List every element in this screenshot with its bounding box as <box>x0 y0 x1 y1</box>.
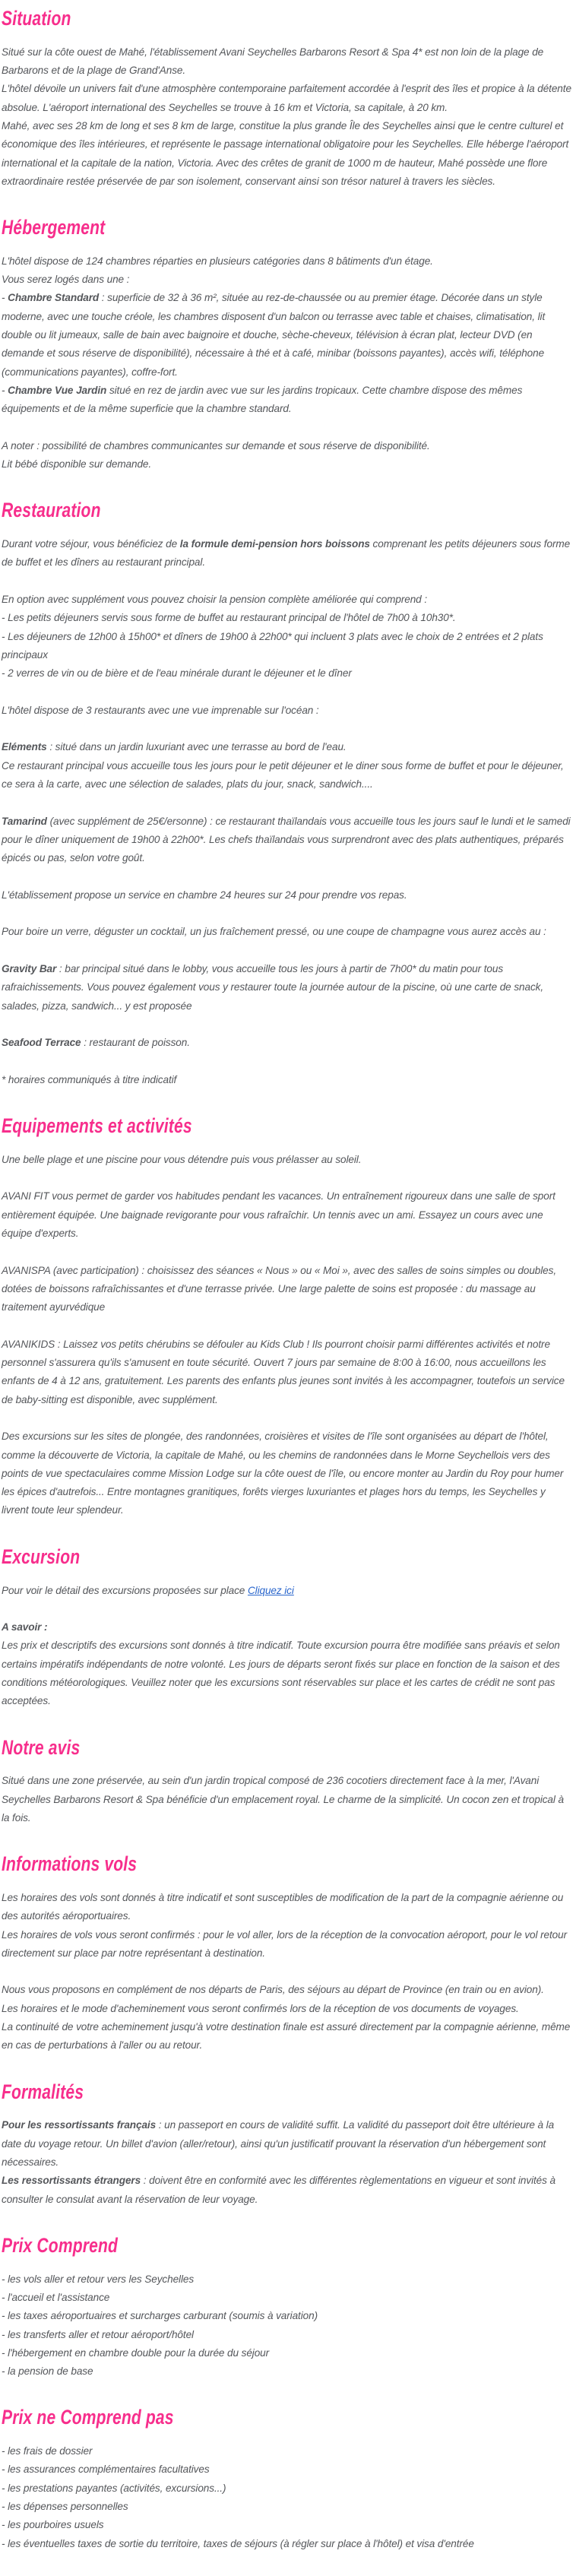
paragraph-spacer <box>2 942 574 960</box>
paragraph-spacer <box>2 1053 574 1071</box>
section-hebergement <box>2 215 574 474</box>
paragraph-spacer <box>2 794 574 812</box>
text: - l'accueil et l'assistance <box>2 2291 110 2303</box>
section-situation <box>2 6 574 191</box>
paragraph <box>2 960 574 1016</box>
section-prix-comprend <box>2 2233 574 2381</box>
section-formalites <box>2 2080 574 2209</box>
bold-text: Gravity Bar <box>2 963 57 975</box>
paragraph <box>2 43 574 81</box>
text: - <box>2 292 8 304</box>
paragraph-spacer <box>2 1963 574 1981</box>
bold-text: A savoir : <box>2 1621 48 1633</box>
text: AVANI FIT vous permet de garder vos habitudes pendant les vacances. Un entraînement rigoureux dans une salle de sport entièrement équipée. Une baignade revigorante pour vous rafraîchir. Un tennis avec un ami. Essayez un cours avec une équipe d'experts. <box>2 1190 555 1240</box>
text: Les horaires et le mode d'acheminement vous seront confirmés lors de la réception de vos documents de voyages. <box>2 2002 519 2014</box>
text: Une belle plage et une piscine pour vous détendre puis vous prélasser au soleil. <box>2 1153 362 1165</box>
text: - les prestations payantes (activités, excursions...) <box>2 2482 226 2494</box>
paragraph <box>2 271 574 289</box>
text: A noter : possibilité de chambres communicantes sur demande et sous réserve de disponibilité. <box>2 439 430 452</box>
paragraph-spacer <box>2 1317 574 1336</box>
text: : restaurant de poisson. <box>81 1037 190 1049</box>
paragraph <box>2 757 574 794</box>
paragraph-spacer <box>2 1243 574 1261</box>
text: : un passeport en cours de validité suffit. La validité du passeport doit être ultérieure à la date du voyage retour. Un billet d'avion (aller/retour), ainsi qu'un justificatif prouvant la réservation d'un hébergement sont nécessaires. <box>2 2119 555 2169</box>
section-heading-notre-avis: Notre avis <box>2 1735 81 1759</box>
paragraph <box>2 813 574 868</box>
text: : doivent être en conformité avec les différentes règlementations en vigueur et sont invités à consulter le consulat avant la réservation de leur voyage. <box>2 2175 555 2205</box>
text: Situé sur la côte ouest de Mahé, l'établissement Avani Seychelles Barbarons Resort & Spa 4* est non loin de la plage de Barbarons et de la plage de Grand'Anse. <box>2 46 544 77</box>
text: L'hôtel dispose de 124 chambres réparties en plusieurs catégories dans 8 bâtiments d'un étage. <box>2 255 433 267</box>
bold-text: Eléments <box>2 741 47 753</box>
section-heading-prix-ne-comprend-pas: Prix ne Comprend pas <box>2 2406 174 2429</box>
text: L'hôtel dispose de 3 restaurants avec une vue imprenable sur l'océan : <box>2 704 319 716</box>
paragraph <box>2 2307 574 2325</box>
paragraph <box>2 1187 574 1243</box>
text: Les horaires de vols vous seront confirmés : pour le vol aller, lors de la réception de la convocation aéroport, pour le vol retour directement sur place par notre représentant à destination. <box>2 1928 568 1959</box>
section-notre-avis <box>2 1735 574 1828</box>
paragraph-spacer <box>2 1409 574 1427</box>
paragraph <box>2 1981 574 1999</box>
bold-text: Chambre Standard <box>8 292 100 304</box>
paragraph-spacer <box>2 572 574 591</box>
text: - les vols aller et retour vers les Seychelles <box>2 2273 195 2285</box>
paragraph <box>2 2362 574 2381</box>
text: - les frais de dossier <box>2 2445 93 2457</box>
paragraph <box>2 1262 574 1317</box>
text: : superficie de 32 à 36 m², située au rez-de-chaussée ou au premier étage. Décorée dans un style moderne, avec une touche créole, les chambres disposent d'un balcon ou terrasse avec table et chaises, climatisation, lit double ou lit jumeaux, salle de bain avec baignoire et douche, sèche-cheveux, télévision à écran plat, lecteur DVD (en demande et sous réserve de disponibilité), nécessaire à thé et à café, minibar (boissons payantes), accès wifi, téléphone (communications payantes), coffre-fort. <box>2 292 546 378</box>
text: - les taxes aéroportuaires et surcharges carburant (soumis à variation) <box>2 2310 318 2322</box>
section-heading-equipements-et-activites: Equipements et activités <box>2 1114 192 1138</box>
section-heading-restauration: Restauration <box>2 499 101 522</box>
paragraph <box>2 2479 574 2498</box>
text: En option avec supplément vous pouvez choisir la pension complète améliorée qui comprend : <box>2 594 428 606</box>
section-equipements-et-activites <box>2 1114 574 1520</box>
paragraph <box>2 2326 574 2344</box>
paragraph <box>2 289 574 381</box>
bold-text: Chambre Vue Jardin <box>8 384 107 396</box>
paragraph <box>2 2344 574 2362</box>
paragraph-spacer <box>2 419 574 437</box>
paragraph <box>2 1034 574 1052</box>
paragraph <box>2 455 574 474</box>
paragraph <box>2 2116 574 2172</box>
text: - les éventuelles taxes de sortie du territoire, taxes de séjours (à régler sur place à l'hôtel) et visa d'entrée <box>2 2537 474 2549</box>
paragraph <box>2 1889 574 1926</box>
paragraph <box>2 1582 574 1600</box>
section-restauration <box>2 498 574 1089</box>
paragraph <box>2 702 574 720</box>
text: Vous serez logés dans une : <box>2 274 130 286</box>
text: - les pourboires usuels <box>2 2519 104 2531</box>
text: Lit bébé disponible sur demande. <box>2 458 152 471</box>
text: Durant votre séjour, vous bénéficiez de <box>2 538 180 550</box>
text: : bar principal situé dans le lobby, vous accueille tous les jours à partir de 7h00* du matin pour tous rafraichissements. Vous pouvez également vous y restaurer toute la journée autour de la piscine, où une carte de snack, salades, pizza, sandwich... y est proposée <box>2 963 544 1012</box>
text: Pour voir le détail des excursions proposées sur place <box>2 1584 248 1596</box>
paragraph <box>2 1151 574 1169</box>
text: Les prix et descriptifs des excursions sont donnés à titre indicatif. Toute excursion pourra être modifiée sans préavis et selon certains impératifs indépendants de notre volonté. Les jours de départs seront fixés sur place en fonction de la saison et des conditions météorologiques. Veuillez noter que les excursions sont réservables sur place et les cartes de crédit ne sont pas acceptées. <box>2 1640 560 1707</box>
paragraph <box>2 886 574 905</box>
paragraph <box>2 2018 574 2055</box>
section-heading-hebergement: Hébergement <box>2 216 106 239</box>
paragraph <box>2 1772 574 1827</box>
section-heading-excursion: Excursion <box>2 1545 81 1568</box>
text: comprenant les petits déjeuners sous forme de buffet et les dîners au restaurant principal. <box>2 538 571 569</box>
text: - les assurances complémentaires facultatives <box>2 2464 210 2476</box>
paragraph <box>2 2498 574 2516</box>
paragraph <box>2 80 574 117</box>
paragraph <box>2 1336 574 1409</box>
text: : situé dans un jardin luxuriant avec une terrasse au bord de l'eau. <box>46 741 347 753</box>
paragraph <box>2 609 574 627</box>
paragraph <box>2 535 574 572</box>
text: - 2 verres de vin ou de bière et de l'eau minérale durant le déjeuner et le dîner <box>2 667 352 680</box>
text: Pour boire un verre, déguster un cocktail, un jus fraîchement pressé, ou une coupe de champagne vous aurez accès au : <box>2 926 546 938</box>
text: Ce restaurant principal vous accueille tous les jours pour le petit déjeuner et le diner sous forme de buffet et pour le déjeuner, ce sera à la carte, avec une sélection de salades, plats du jour, snack, sandwich.... <box>2 759 564 791</box>
paragraph-spacer <box>2 683 574 702</box>
bold-text: Tamarind <box>2 815 47 827</box>
paragraph <box>2 1618 574 1637</box>
text: AVANISPA (avec participation) : choisissez des séances « Nous » ou « Moi », avec des salles de soins simples ou doubles, dotées de boissons rafraîchissantes et d'une terrasse privée. Une large palette de soins est proposée : du massage au traitement ayurvédique <box>2 1264 557 1313</box>
paragraph <box>2 382 574 419</box>
paragraph <box>2 628 574 665</box>
text: - Les petits déjeuners servis sous forme de buffet au restaurant principal de l'hôtel de 7h00 à 10h30*. <box>2 612 456 624</box>
paragraph-spacer <box>2 1169 574 1187</box>
paragraph <box>2 2289 574 2307</box>
text: (avec supplément de 25€/ersonne) : ce restaurant thaïlandais vous accueille tous les jours sauf le lundi et le samedi pour le dîner uniquement de 19h00 à 22h00*. Les chefs thaïlandais vous surprendront avec des plats authentiques, préparés épicés ou pas, selon votre goût. <box>2 815 571 864</box>
bold-text: Pour les ressortissants français <box>2 2119 157 2131</box>
paragraph <box>2 1637 574 1710</box>
section-informations-vols <box>2 1852 574 2055</box>
text: * horaires communiqués à titre indicatif <box>2 1073 177 1085</box>
bold-text: Les ressortissants étrangers <box>2 2175 141 2187</box>
text: - les dépenses personnelles <box>2 2501 128 2513</box>
paragraph-spacer <box>2 1600 574 1618</box>
paragraph-spacer <box>2 905 574 923</box>
section-heading-prix-comprend: Prix Comprend <box>2 2233 118 2257</box>
paragraph <box>2 664 574 683</box>
text: Nous vous proposons en complément de nos départs de Paris, des séjours au départ de Province (en train ou en avion). <box>2 1984 544 1996</box>
paragraph <box>2 1427 574 1519</box>
excursions-details-link[interactable]: Cliquez ici <box>247 1584 294 1596</box>
section-heading-informations-vols: Informations vols <box>2 1852 138 1876</box>
paragraph <box>2 2270 574 2289</box>
paragraph <box>2 2000 574 2018</box>
paragraph <box>2 923 574 941</box>
text: L'établissement propose un service en chambre 24 heures sur 24 pour prendre vos repas. <box>2 889 407 901</box>
bold-text: Seafood Terrace <box>2 1037 81 1049</box>
section-heading-situation: Situation <box>2 7 71 30</box>
paragraph <box>2 117 574 191</box>
section-heading-formalites: Formalités <box>2 2080 84 2103</box>
paragraph <box>2 2535 574 2553</box>
paragraph <box>2 738 574 756</box>
section-excursion <box>2 1545 574 1711</box>
paragraph <box>2 591 574 609</box>
text: - <box>2 384 8 396</box>
text: Des excursions sur les sites de plongée, des randonnées, croisières et visites de l'île sont organisées au départ de l'hôtel, comme la découverte de Victoria, la capitale de Mahé, ou les chemins de randonnées dans le Morne Seychellois vers des points de vue spectaculaires comme Mission Lodge sur la côte ouest de l'île, ou encore monter au Jardin du Roy pour humer les épices d'autrefois... Entre montagnes granitiques, forêts vierges luxuriantes et plages hors du temps, les Seychelles y livrent toute leur splendeur. <box>2 1431 564 1516</box>
paragraph <box>2 1071 574 1089</box>
paragraph <box>2 2172 574 2209</box>
text: - les transferts aller et retour aéroport/hôtel <box>2 2328 194 2340</box>
text: situé en rez de jardin avec vue sur les jardins tropicaux. Cette chambre dispose des mêmes équipements et de la même superficie que la chambre standard. <box>2 384 523 415</box>
bold-text: la formule demi-pension hors boissons <box>179 538 370 550</box>
paragraph <box>2 1926 574 1963</box>
text: L'hôtel dévoile un univers fait d'une atmosphère contemporaine parfaitement accordée à l'esprit des îles et propice à la détente absolue. L'aéroport international des Seychelles se trouve à 16 km et Victoria, sa capitale, à 20 km. <box>2 83 571 113</box>
paragraph <box>2 2516 574 2534</box>
text: Situé dans une zone préservée, au sein d'un jardin tropical composé de 236 cocotiers directement face à la mer, l'Avani Seychelles Barbarons Resort & Spa bénéficie d'un emplacement royal. Le charme de la simplicité. Un cocon zen et tropical à la fois. <box>2 1775 564 1823</box>
text: La continuité de votre acheminement jusqu'à votre destination finale est assuré directement par la compagnie aérienne, même en cas de perturbations à l'aller ou au retour. <box>2 2021 571 2052</box>
text: - Les déjeuners de 12h00 à 15h00* et dîners de 19h00 à 22h00* qui incluent 3 plats avec le choix de 2 entrées et 2 plats principaux <box>2 630 543 661</box>
text: Les horaires des vols sont donnés à titre indicatif et sont susceptibles de modification de la part de la compagnie aérienne ou des autorités aéroportuaires. <box>2 1892 564 1922</box>
paragraph <box>2 2442 574 2460</box>
text: - l'hébergement en chambre double pour la durée du séjour <box>2 2346 270 2359</box>
paragraph-spacer <box>2 868 574 886</box>
paragraph-spacer <box>2 720 574 738</box>
paragraph <box>2 252 574 271</box>
paragraph <box>2 2460 574 2479</box>
text: Mahé, avec ses 28 km de long et ses 8 km de large, constitue la plus grande Île des Seychelles ainsi que le centre culturel et économique des îles intérieures, et représente le passage international obligatoire pour les Seychelles. Elle héberge l'aéroport international et la capitale de la nation, Victoria. Avec des crêtes de granit de 1000 m de hauteur, Mahé possède une flore extraordinaire restée préservée de par son isolement, conservant ainsi son trésor naturel à travers les siècles. <box>2 119 569 187</box>
section-prix-ne-comprend-pas <box>2 2405 574 2553</box>
text: - la pension de base <box>2 2365 93 2378</box>
paragraph <box>2 437 574 455</box>
paragraph-spacer <box>2 1016 574 1034</box>
text: AVANIKIDS : Laissez vos petits chérubins se défouler au Kids Club ! Ils pourront choisir parmi différentes activités et notre personnel s'assurera qu'ils s'amusent en toute sécurité. Ouvert 7 jours par semaine de 8:00 à 16:00, nous accueillons les enfants de 4 à 12 ans, gratuitement. Les parents des enfants plus jeunes sont invités à les accompagner, toutefois un service de baby-sitting est disponible, avec supplément. <box>2 1338 565 1405</box>
